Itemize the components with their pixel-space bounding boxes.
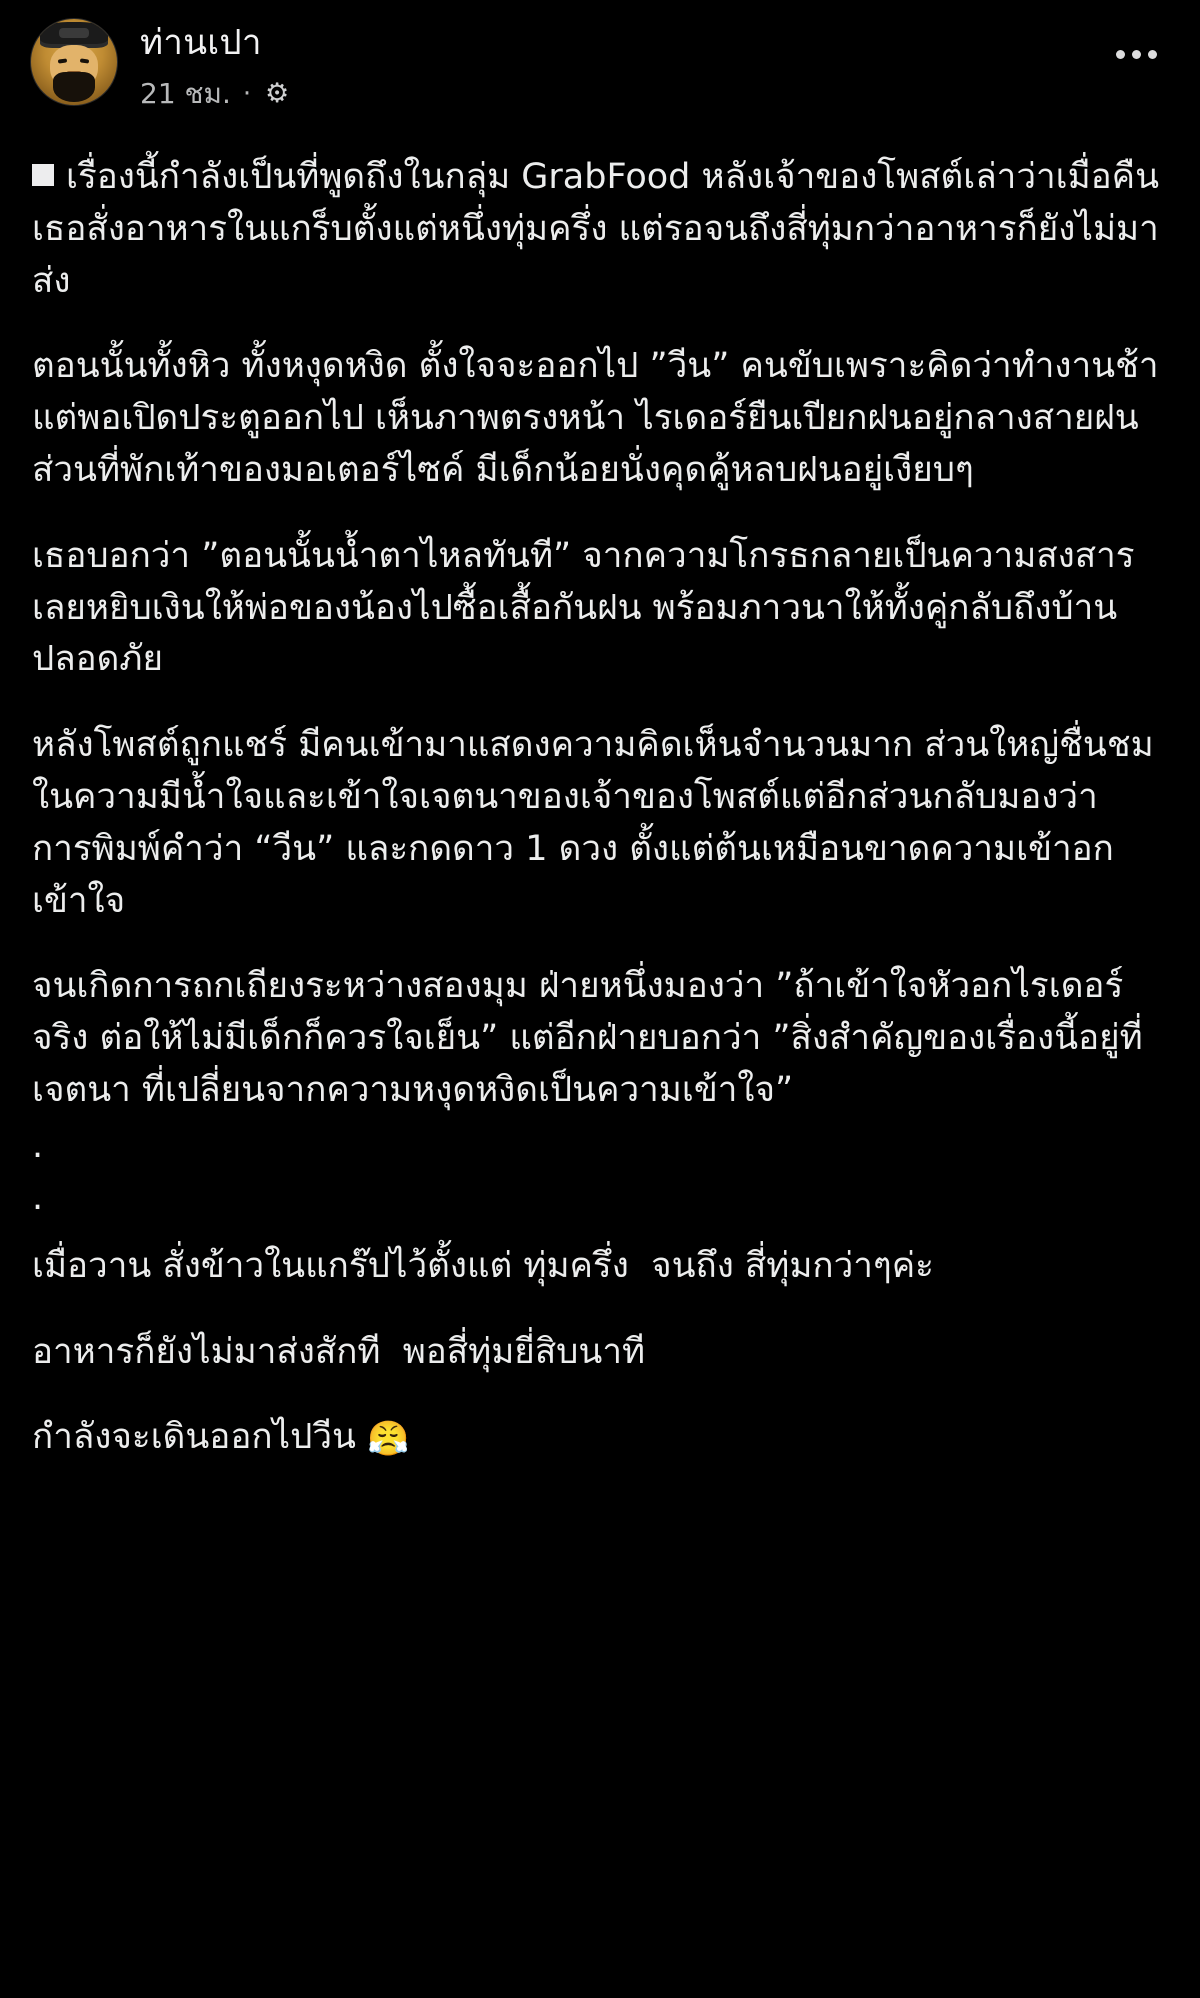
more-options-icon[interactable] xyxy=(1104,34,1168,74)
post-quote-3 xyxy=(32,1412,1168,1464)
gear-icon[interactable]: ⚙ xyxy=(265,78,290,109)
avatar-beard-icon xyxy=(53,72,94,101)
post-dot-line-2: . xyxy=(32,1177,44,1218)
post-paragraph-2: ตอนนั้นทั้งหิว ทั้งหงุดหงิด ตั้งใจจะออกไป ”วีน” คนขับเพราะคิดว่าทำงานช้าแต่พอเปิดประตูออกไป เห็นภาพตรงหน้า ไรเดอร์ยืนเปียกฝนอยู่กลางสายฝน ส่วนที่พักเท้าของมอเตอร์ไซค์ มีเด็กน้อยนั่งคุดคู้หลบฝนอยู่เงียบๆ xyxy=(32,346,1159,490)
post-paragraph-1 xyxy=(32,152,1168,307)
post-body xyxy=(26,152,1174,1489)
post-paragraph-1-text: เรื่องนี้กำลังเป็นที่พูดถึงในกลุ่ม GrabFood หลังเจ้าของโพสต์เล่าว่าเมื่อคืนเธอสั่งอาหารในแกร็บตั้งแต่หนึ่งทุ่มครึ่ง แต่รอจนถึงสี่ทุ่มกว่าอาหารก็ยังไม่มาส่ง xyxy=(32,157,1160,301)
meta-separator: · xyxy=(242,79,252,109)
post-paragraph-3: เธอบอกว่า ”ตอนนั้นน้ำตาไหลทันที” จากความโกรธกลายเป็นความสงสารเลยหยิบเงินให้พ่อของน้องไปซื้อเสื้อกันฝน พร้อมภาวนาให้ทั้งคู่กลับถึงบ้านปลอดภัย xyxy=(32,535,1135,680)
black-square-bullet-icon xyxy=(32,164,54,186)
post-quote-1: เมื่อวาน สั่งข้าวในแกร๊ปไว้ตั้งแต่ ทุ่มครึ่ง จนถึง สี่ทุ่มกว่าๆค่ะ xyxy=(32,1245,934,1286)
post-meta xyxy=(140,72,291,116)
post-dot-line-1: . xyxy=(32,1125,44,1166)
post-header-text xyxy=(140,18,291,116)
post-quote-2: อาหารก็ยังไม่มาส่งสักที พอสี่ทุ่มยี่สิบนาที xyxy=(32,1331,646,1372)
post-quote-3-text: กำลังจะเดินออกไปวีน xyxy=(32,1417,368,1458)
avatar[interactable] xyxy=(30,18,118,106)
post-timestamp[interactable]: 21 ชม. xyxy=(140,77,231,110)
post-paragraph-4: หลังโพสต์ถูกแชร์ มีคนเข้ามาแสดงความคิดเห็นจำนวนมาก ส่วนใหญ่ชื่นชมในความมีน้ำใจและเข้าใจเจตนาของเจ้าของโพสต์แต่อีกส่วนกลับมองว่า การพิมพ์คำว่า “วีน” และกดดาว 1 ดวง ตั้งแต่ต้นเหมือนขาดความเข้าอกเข้าใจ xyxy=(32,725,1154,921)
author-name[interactable]: ท่านเปา xyxy=(140,23,262,63)
post-paragraph-5: จนเกิดการถกเถียงระหว่างสองมุม ฝ่ายหนึ่งมองว่า ”ถ้าเข้าใจหัวอกไรเดอร์จริง ต่อให้ไม่มีเด็กก็ควรใจเย็น” แต่อีกฝ่ายบอกว่า ”สิ่งสำคัญของเรื่องนี้อยู่ที่เจตนา ที่เปลี่ยนจากความหงุดหงิดเป็นความเข้าใจ” xyxy=(32,966,1143,1110)
angry-face-emoji-icon: 😤 xyxy=(367,1419,410,1460)
post-header xyxy=(26,18,1174,126)
